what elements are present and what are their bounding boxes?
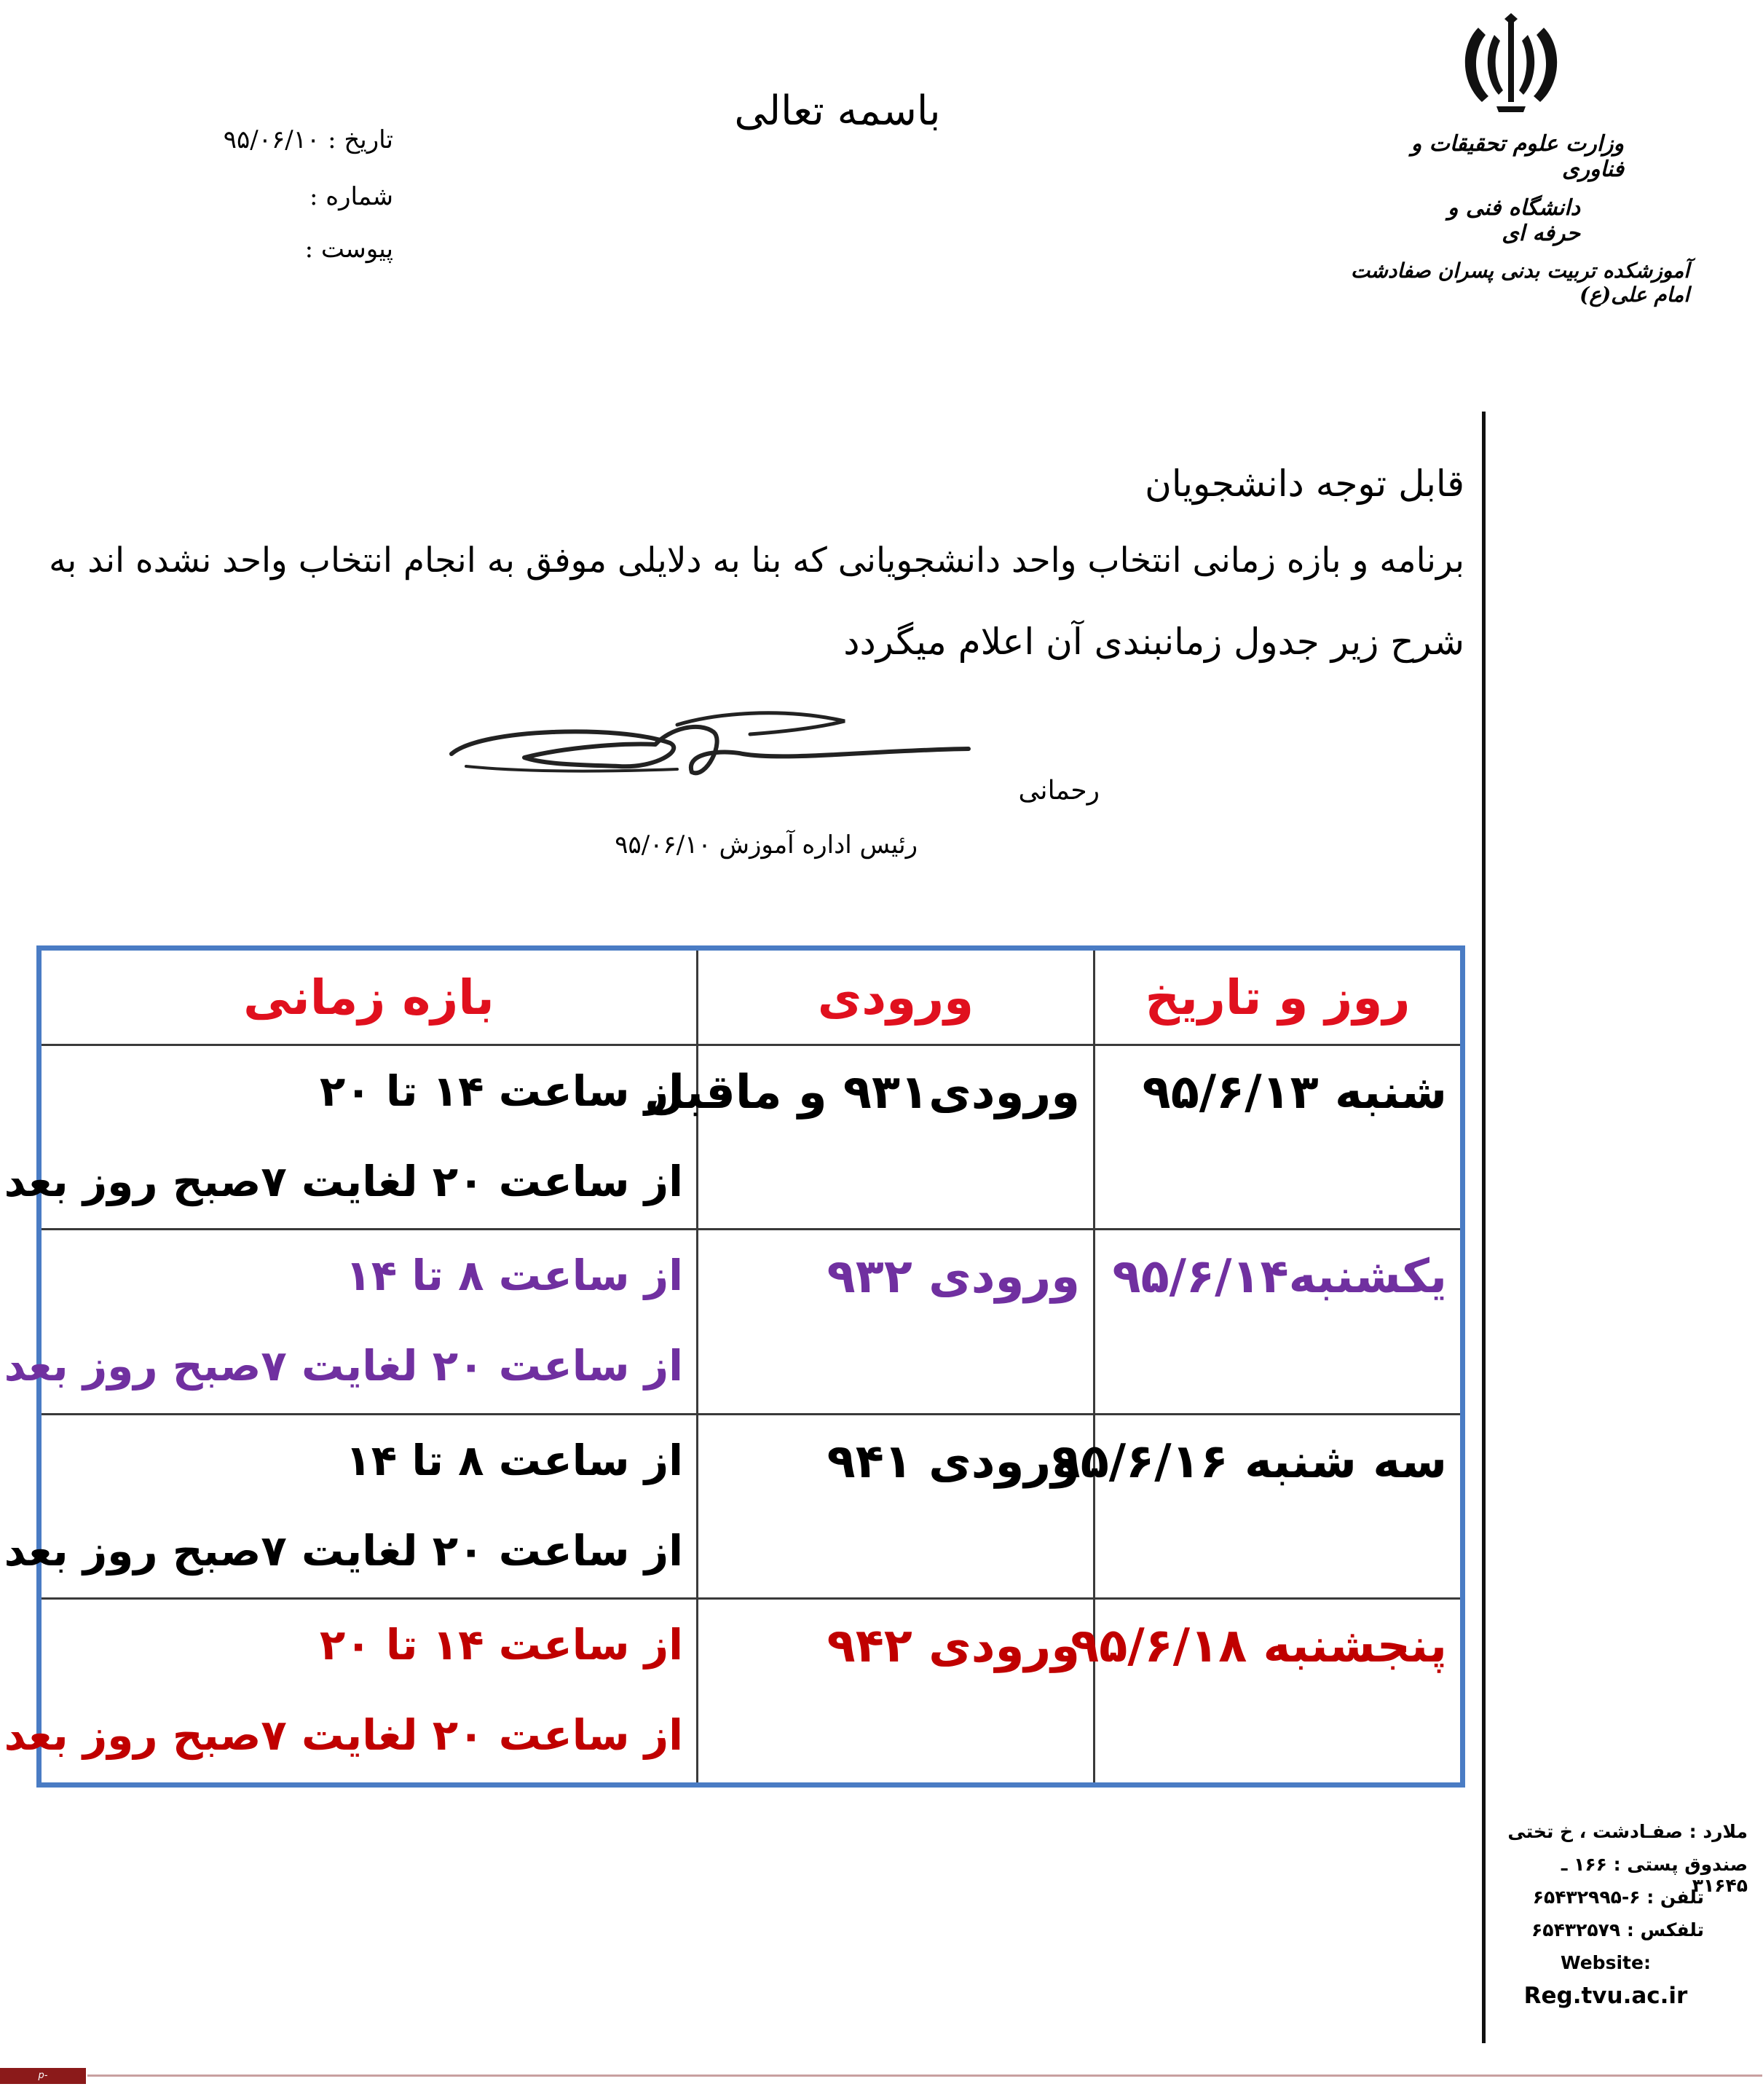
time-range-second: از ساعت ۲۰ لغایت ۷صبح روز بعد: [4, 1710, 683, 1761]
row-entry: ورودی۹۳۱ و ماقبل: [698, 1045, 1095, 1230]
footer-fax: تلفکس : ۶۵۴۳۲۵۷۹: [1531, 1919, 1704, 1940]
footer-address: ملارد : صفـادشت ، خ تختی: [1507, 1821, 1748, 1842]
footer-website-link[interactable]: Reg.tvu.ac.ir: [1523, 1983, 1688, 2009]
header-day-date: روز و تاریخ: [1095, 948, 1463, 1045]
notice-line-2: شرح زیر جدول زمانبندی آن اعلام میگردد: [843, 621, 1464, 663]
addressee: قابل توجه دانشجویان: [1145, 463, 1464, 505]
table-row: [39, 1045, 1463, 1230]
margin-vertical-rule: [1482, 412, 1486, 2043]
row-date: سه شنبه ۹۵/۶/۱۶: [1095, 1414, 1463, 1598]
time-range-second: از ساعت ۲۰ لغایت ۷صبح روز بعد: [4, 1341, 683, 1391]
footer-po-box: صندوق پستی : ۱۶۶ ـ ۳۱۶۴۵: [1561, 1854, 1748, 1896]
header-time-range: بازه زمانی: [39, 948, 698, 1045]
time-range-second: از ساعت ۲۰ لغایت ۷صبح روز بعد: [4, 1157, 683, 1206]
time-range-first: از ساعت ۱۴ تا ۲۰: [319, 1066, 683, 1116]
basmala-heading: باسمه تعالی: [734, 87, 941, 135]
iran-emblem-icon: [1456, 13, 1566, 115]
signer-name: رحمانی: [1018, 776, 1100, 806]
table-row: [39, 1599, 1463, 1785]
date-line: تاریخ : ۹۵/۰۶/۱۰: [223, 125, 393, 154]
row-time-range: [4, 1414, 698, 1598]
signer-title: رئیس اداره آموزش ۹۵/۰۶/۱۰: [615, 830, 918, 860]
university-name: دانشگاه فنی و حرفه ای: [1447, 195, 1580, 246]
time-range-first: از ساعت ۱۴ تا ۲۰: [319, 1620, 683, 1670]
table-row: [39, 1414, 1463, 1598]
time-range-first: از ساعت ۸ تا ۱۴: [345, 1435, 683, 1485]
row-time-range: [4, 1045, 698, 1230]
header-entry: ورودی: [698, 948, 1095, 1045]
row-date: پنجشنبه ۹۵/۶/۱۸: [1095, 1599, 1463, 1785]
row-time-range: [4, 1230, 698, 1414]
row-entry: ورودی ۹۴۱: [698, 1414, 1095, 1598]
footer-phone: تلفن : ۶-۶۵۴۳۲۹۹۵: [1532, 1887, 1704, 1908]
handwritten-signature: [437, 699, 990, 787]
bottom-rule: [87, 2075, 1762, 2077]
time-range-second: از ساعت ۲۰ لغایت ۷صبح روز بعد: [4, 1525, 683, 1576]
row-date: یکشنبه۹۵/۶/۱۴: [1095, 1230, 1463, 1414]
schedule-table: [4, 945, 1465, 1788]
watermark-badge: p-safadasht.tvu.ac.ir: [0, 2068, 86, 2084]
row-entry: ورودی ۹۳۲: [698, 1230, 1095, 1414]
row-date: شنبه ۹۵/۶/۱۳: [1095, 1045, 1463, 1230]
faculty-name: آموزشکده تربیت بدنی پسران صفادشت امام علی(ع): [1350, 259, 1689, 307]
notice-line-1: برنامه و بازه زمانی انتخاب واحد دانشجویانی که بنا به دلایلی موفق به انجام انتخاب واحد نشده اند به: [49, 540, 1464, 581]
attachment-line: پیوست :: [304, 235, 393, 264]
schedule-header-row: [39, 948, 1463, 1045]
number-line: شماره :: [309, 182, 393, 211]
row-time-range: [4, 1599, 698, 1785]
table-row: [39, 1230, 1463, 1414]
time-range-first: از ساعت ۸ تا ۱۴: [345, 1251, 683, 1301]
footer-website-label: Website:: [1561, 1952, 1651, 1973]
ministry-name: وزارت علوم تحقیقات و فناوری: [1411, 131, 1624, 182]
row-entry: ورودی ۹۴۲: [698, 1599, 1095, 1785]
